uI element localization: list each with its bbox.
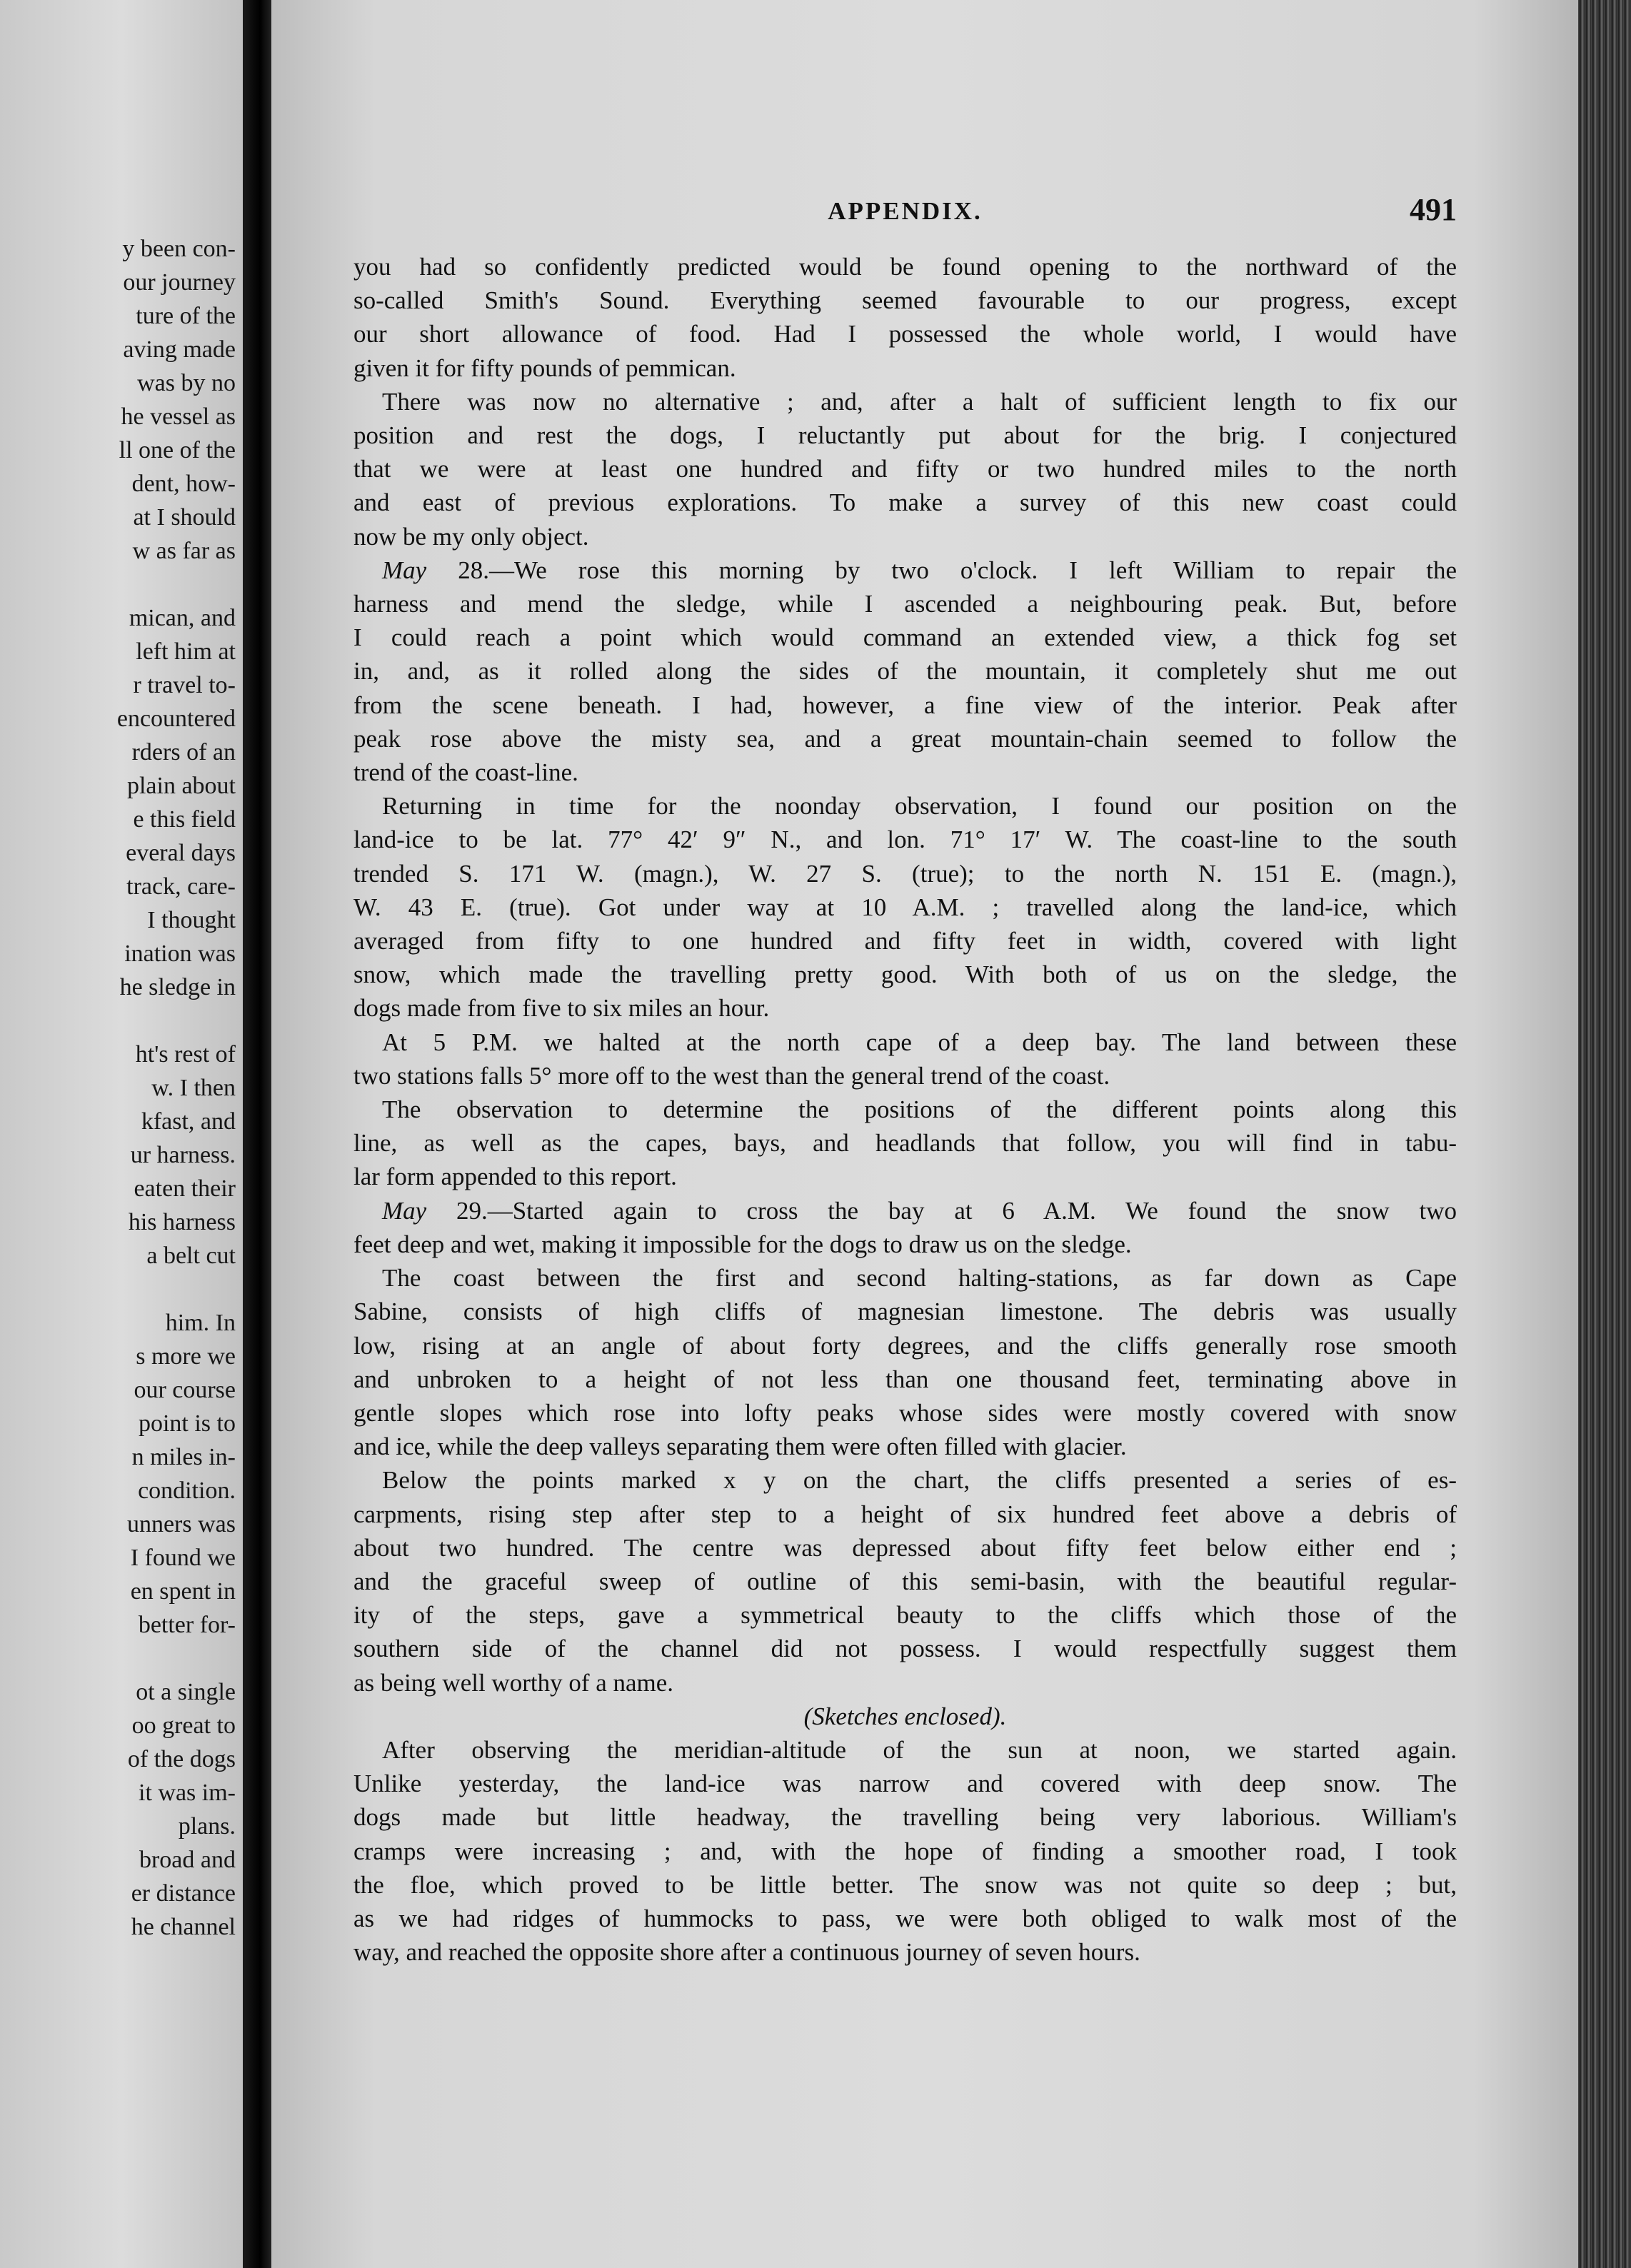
left-page-line: his harness (128, 1209, 236, 1235)
left-page-line: it was im- (139, 1780, 236, 1806)
left-page-line: plans. (178, 1813, 236, 1840)
text-line: At 5 P.M. we halted at the north cape of a deep bay. The land between these (382, 1028, 1457, 1056)
text-line: and unbroken to a height of not less than one thousand feet, terminating above in (353, 1365, 1457, 1393)
text-line: There was now no alternative ; and, after a halt of sufficient length to fix our (382, 387, 1457, 416)
text-line: that we were at least one hundred and fifty or two hundred miles to the north (353, 455, 1457, 483)
left-page-line: him. In (165, 1310, 236, 1336)
text-line: and east of previous explorations. To make a survey of this new coast could (353, 488, 1457, 517)
text-line: two stations falls 5° more off to the west than the general trend of the coast. (353, 1061, 1110, 1090)
text-line: as we had ridges of hummocks to pass, we were both obliged to walk most of the (353, 1904, 1457, 1932)
text-line: The coast between the first and second halting-stations, as far down as Cape (382, 1264, 1457, 1293)
left-page-line: encountered (116, 706, 236, 732)
paragraph (353, 553, 1457, 789)
paragraph (353, 385, 1457, 553)
left-page-line: aving made (123, 336, 236, 363)
left-page-line: he vessel as (121, 403, 236, 430)
text-line: about two hundred. The centre was depressed about fifty feet below either end ; (353, 1533, 1457, 1562)
text-line: line, as well as the capes, bays, and headlands that follow, you will find in tabu- (353, 1129, 1457, 1158)
entry-date: May (382, 1196, 457, 1225)
left-page-line: e this field (133, 806, 236, 833)
text-line: averaged from fifty to one hundred and fifty feet in width, covered with light (353, 927, 1457, 955)
text-line: peak rose above the misty sea, and a great mountain-chain seemed to follow the (353, 724, 1457, 753)
left-page-line: n miles in- (131, 1444, 236, 1470)
text-line: dogs made from five to six miles an hour. (353, 994, 770, 1023)
page-edges (1578, 0, 1631, 2268)
text-line-content: 29.—Started again to cross the bay at 6 A.M. We found the snow two (456, 1196, 1457, 1225)
text-line: ity of the steps, gave a symmetrical beauty to the cliffs which those of the (353, 1601, 1457, 1630)
left-page-line: left him at (136, 638, 236, 665)
text-line: land-ice to be lat. 77° 42′ 9″ N., and lon. 71° 17′ W. The coast-line to the south (353, 826, 1457, 854)
text-line: carpments, rising step after step to a height of six hundred feet above a debris of (353, 1500, 1457, 1528)
text-line: cramps were increasing ; and, with the hope of finding a smoother road, I took (353, 1837, 1457, 1865)
centered-note: (Sketches enclosed). (803, 1702, 1007, 1730)
text-line: given it for fifty pounds of pemmican. (353, 353, 736, 382)
paragraph (353, 789, 1457, 1025)
left-page-line: ture of the (136, 303, 236, 329)
left-page-line: y been con- (122, 236, 236, 262)
left-page-line: everal days (126, 840, 236, 866)
text-line: the floe, which proved to be little better. The snow was not quite so deep ; but, (353, 1870, 1457, 1899)
text-line: position and rest the dogs, I reluctantly put about for the brig. I conjectured (353, 421, 1457, 450)
text-line (353, 1194, 1457, 1228)
left-page-line: track, care- (126, 873, 236, 900)
text-line-content: 28.—We rose this morning by two o'clock. I left William to repair the (458, 556, 1457, 584)
body-text (353, 250, 1457, 1969)
text-line: dogs made but little headway, the travelling being very laborious. William's (353, 1803, 1457, 1832)
left-page-line: kfast, and (141, 1108, 236, 1135)
text-line: and the graceful sweep of outline of this semi-basin, with the beautiful regular- (353, 1567, 1457, 1595)
page-number: 491 (1410, 192, 1457, 227)
text-line: The observation to determine the positions of the different points along this (382, 1095, 1457, 1124)
left-page-line: of the dogs (127, 1746, 236, 1772)
text-line: our short allowance of food. Had I possessed the whole world, I would have (353, 320, 1457, 348)
book-gutter (243, 0, 271, 2268)
left-page-line: ination was (124, 940, 236, 967)
left-page-line: was by no (137, 370, 236, 396)
left-page-line: w as far as (132, 538, 236, 564)
left-page-line: r travel to- (133, 672, 236, 698)
left-page-line: ur harness. (130, 1142, 236, 1168)
text-line: harness and mend the sledge, while I ascended a neighbouring peak. But, before (353, 590, 1457, 618)
left-page-line: eaten their (134, 1175, 236, 1202)
left-page-line: he sledge in (119, 974, 236, 1000)
left-page-line: s more we (136, 1343, 236, 1370)
paragraph (353, 1025, 1457, 1093)
text-line: southern side of the channel did not possess. I would respectfully suggest them (353, 1635, 1457, 1663)
paragraph (353, 1194, 1457, 1261)
left-page-line: our journey (123, 269, 236, 296)
left-page-line: he channel (131, 1914, 236, 1940)
left-page-line: point is to (138, 1410, 236, 1437)
entry-date: May (382, 556, 458, 584)
text-line: as being well worthy of a name. (353, 1668, 674, 1697)
text-line: I could reach a point which would command an extended view, a thick fog set (353, 623, 1457, 652)
left-page-line: ot a single (136, 1679, 236, 1705)
text-line: trend of the coast-line. (353, 758, 578, 787)
left-page-line: our course (134, 1377, 236, 1403)
page-header (353, 191, 1457, 234)
text-line: low, rising at an angle of about forty degrees, and the cliffs generally rose smooth (353, 1331, 1457, 1360)
text-line: Below the points marked x y on the chart, the cliffs presented a series of es- (382, 1466, 1457, 1495)
left-page-line (0, 568, 236, 601)
left-page-line: w. I then (151, 1075, 236, 1101)
text-line: from the scene beneath. I had, however, a fine view of the interior. Peak after (353, 691, 1457, 719)
text-line: snow, which made the travelling pretty good. With both of us on the sledge, the (353, 960, 1457, 989)
text-line: W. 43 E. (true). Got under way at 10 A.M. ; travelled along the land-ice, which (353, 893, 1457, 921)
left-page-line: ll one of the (119, 437, 236, 463)
text-line (353, 553, 1457, 587)
left-page-line: ht's rest of (135, 1041, 236, 1068)
left-page-line: I found we (130, 1545, 236, 1571)
text-line: Unlike yesterday, the land-ice was narrow and covered with deep snow. The (353, 1770, 1457, 1798)
left-page-line: better for- (138, 1612, 236, 1638)
text-line: in, and, as it rolled along the sides of the mountain, it completely shut me out (353, 657, 1457, 686)
main-page (271, 0, 1578, 2268)
paragraph (353, 250, 1457, 385)
text-line: so-called Smith's Sound. Everything seemed favourable to our progress, except (353, 286, 1457, 315)
left-page-line: at I should (133, 504, 236, 531)
left-page-line: a belt cut (146, 1243, 236, 1269)
paragraph (353, 1261, 1457, 1463)
left-page-line: mican, and (129, 605, 236, 631)
paragraph (353, 1700, 1457, 1733)
paragraph (353, 1733, 1457, 1969)
left-page-line: er distance (131, 1880, 236, 1907)
text-line: now be my only object. (353, 522, 589, 551)
left-page-text (0, 232, 236, 1944)
paragraph (353, 1093, 1457, 1194)
text-line: gentle slopes which rose into lofty peaks whose sides were mostly covered with snow (353, 1398, 1457, 1427)
left-page-line: en spent in (130, 1578, 236, 1605)
left-page-line: rders of an (131, 739, 236, 766)
text-line: feet deep and wet, making it impossible for the dogs to draw us on the sledge. (353, 1230, 1132, 1258)
text-line: trended S. 171 W. (magn.), W. 27 S. (true); to the north N. 151 E. (magn.), (353, 859, 1457, 888)
left-page-line (0, 1642, 236, 1675)
left-page-line (0, 1004, 236, 1038)
left-page-line: I thought (147, 907, 236, 933)
text-line: you had so confidently predicted would be found opening to the northward of the (353, 253, 1457, 281)
left-facing-page (0, 0, 243, 2268)
text-line: After observing the meridian-altitude of the sun at noon, we started again. (382, 1735, 1457, 1764)
paragraph (353, 1463, 1457, 1699)
running-head: APPENDIX. (828, 197, 983, 225)
text-line: Returning in time for the noonday observation, I found our position on the (382, 792, 1457, 821)
left-page-line: plain about (126, 773, 236, 799)
left-page-line: dent, how- (131, 471, 236, 497)
text-line: and ice, while the deep valleys separating them were often filled with glacier. (353, 1432, 1127, 1461)
left-page-line: broad and (139, 1847, 236, 1873)
text-line: lar form appended to this report. (353, 1163, 677, 1191)
text-line: Sabine, consists of high cliffs of magnesian limestone. The debris was usually (353, 1298, 1457, 1326)
text-line: way, and reached the opposite shore after a continuous journey of seven hours. (353, 1938, 1140, 1967)
left-page-line: unners was (126, 1511, 236, 1537)
left-page-line: condition. (138, 1477, 236, 1504)
left-page-line (0, 1273, 236, 1306)
left-page-line: oo great to (131, 1712, 236, 1739)
